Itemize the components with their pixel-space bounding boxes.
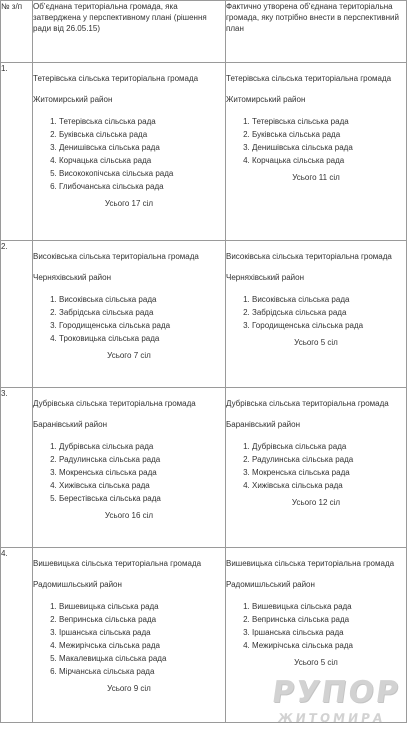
village-total: Усього 5 сіл — [294, 338, 338, 347]
list-item: 1. Вишевицька сільська рада — [59, 600, 225, 613]
row-number: 1. — [1, 63, 33, 241]
rupor-watermark-logo — [266, 675, 401, 731]
list-item: 2. Вепринська сільська рада — [252, 613, 406, 626]
list-item: 1. Тетерівська сільська рада — [252, 115, 406, 128]
table-row — [1, 63, 407, 241]
list-item: 1. Дубрівська сільська рада — [252, 440, 406, 453]
actual-community — [226, 63, 407, 241]
district-name: Житомирський район — [226, 95, 306, 104]
list-item: 3. Мокренська сільська рада — [252, 466, 406, 479]
community-title: Тетерівська сільська територіальна громада — [226, 74, 392, 83]
list-item: 3. Городищенська сільська рада — [252, 319, 406, 332]
planned-community — [33, 63, 226, 241]
actual-community — [226, 241, 407, 388]
community-title: Дубрівська сільська територіальна громада — [33, 399, 196, 408]
row-number: 4. — [1, 548, 33, 723]
list-item: 2. Радулинська сільська рада — [59, 453, 225, 466]
community-title: Дубрівська сільська територіальна громада — [226, 399, 389, 408]
list-item: 6. Мірчанська сільська рада — [59, 665, 225, 678]
list-item: 3. Іршанська сільська рада — [59, 626, 225, 639]
village-total: Усього 9 сіл — [107, 684, 151, 693]
table-row — [1, 241, 407, 388]
list-item: 6. Глибочанська сільська рада — [59, 180, 225, 193]
list-item: 4. Хижівська сільська рада — [252, 479, 406, 492]
list-item: 4. Хижівська сільська рада — [59, 479, 225, 492]
list-item: 1. Високівська сільська рада — [252, 293, 406, 306]
village-total: Усього 12 сіл — [291, 498, 341, 507]
community-title: Вишевицька сільська територіальна громада — [33, 559, 202, 568]
council-list — [33, 440, 225, 505]
district-name: Черняхівський район — [33, 273, 111, 282]
list-item: 2. Вепринська сільська рада — [59, 613, 225, 626]
list-item: 1. Високівська сільська рада — [59, 293, 225, 306]
community-title: Високівська сільська територіальна громада — [226, 252, 392, 261]
list-item: 4. Корчацька сільська рада — [59, 154, 225, 167]
village-total: Усього 16 сіл — [104, 511, 154, 520]
council-list — [33, 293, 225, 345]
table-header-row — [1, 1, 407, 63]
community-title: Високівська сільська територіальна громада — [33, 252, 199, 261]
row-number: 3. — [1, 388, 33, 548]
list-item: 3. Денишівська сільська рада — [252, 141, 406, 154]
list-item: 4. Троковицька сільська рада — [59, 332, 225, 345]
list-item: 5. Берестівська сільська рада — [59, 492, 225, 505]
list-item: 3. Іршанська сільська рада — [252, 626, 406, 639]
table-row — [1, 388, 407, 548]
district-name: Житомирський район — [33, 95, 113, 104]
watermark-line-2: ЖИТОМИРА — [277, 711, 387, 725]
actual-community — [226, 388, 407, 548]
list-item: 1. Тетерівська сільська рада — [59, 115, 225, 128]
list-item: 3. Городищенська сільська рада — [59, 319, 225, 332]
community-title: Тетерівська сільська територіальна громада — [33, 74, 199, 83]
list-item: 2. Буківська сільська рада — [252, 128, 406, 141]
list-item: 3. Денишівська сільська рада — [59, 141, 225, 154]
list-item: 5. Висококопічська сільська рада — [59, 167, 225, 180]
district-name: Баранівський район — [226, 420, 301, 429]
village-total: Усього 5 сіл — [294, 658, 338, 667]
list-item: 2. Буківська сільська рада — [59, 128, 225, 141]
council-list — [33, 600, 225, 678]
planned-community — [33, 548, 226, 723]
list-item: 2. Забрідська сільська рада — [252, 306, 406, 319]
list-item: 1. Вишевицька сільська рада — [252, 600, 406, 613]
village-total: Усього 17 сіл — [104, 199, 154, 208]
district-name: Баранівський район — [33, 420, 108, 429]
header-planned: Об’єднана територіальна громада, яка затверджена у перспективному плані (рішення ради від 26.05.15) — [33, 1, 226, 63]
council-list — [226, 440, 406, 492]
list-item: 5. Макалевицька сільська рада — [59, 652, 225, 665]
row-number: 2. — [1, 241, 33, 388]
council-list — [226, 600, 406, 652]
district-name: Радомишльський район — [33, 580, 122, 589]
list-item: 4. Межирічська сільська рада — [59, 639, 225, 652]
planned-community — [33, 241, 226, 388]
list-item: 1. Дубрівська сільська рада — [59, 440, 225, 453]
district-name: Черняхівський район — [226, 273, 304, 282]
council-list — [33, 115, 225, 193]
header-number: № з/п — [1, 1, 33, 63]
list-item: 3. Мокренська сільська рада — [59, 466, 225, 479]
list-item: 4. Корчацька сільська рада — [252, 154, 406, 167]
village-total: Усього 11 сіл — [292, 173, 340, 182]
list-item: 2. Забрідська сільська рада — [59, 306, 225, 319]
village-total: Усього 7 сіл — [107, 351, 151, 360]
district-name: Радомишльський район — [226, 580, 315, 589]
list-item: 2. Радулинська сільська рада — [252, 453, 406, 466]
header-actual: Фактично утворена об’єднана територіальна громада, яку потрібно внести в перспективний план — [226, 1, 407, 63]
council-list — [226, 293, 406, 332]
community-title: Вишевицька сільська територіальна громада — [226, 559, 395, 568]
list-item: 4. Межирічська сільська рада — [252, 639, 406, 652]
council-list — [226, 115, 406, 167]
watermark-line-1: РУПОР — [269, 675, 403, 710]
planned-community — [33, 388, 226, 548]
